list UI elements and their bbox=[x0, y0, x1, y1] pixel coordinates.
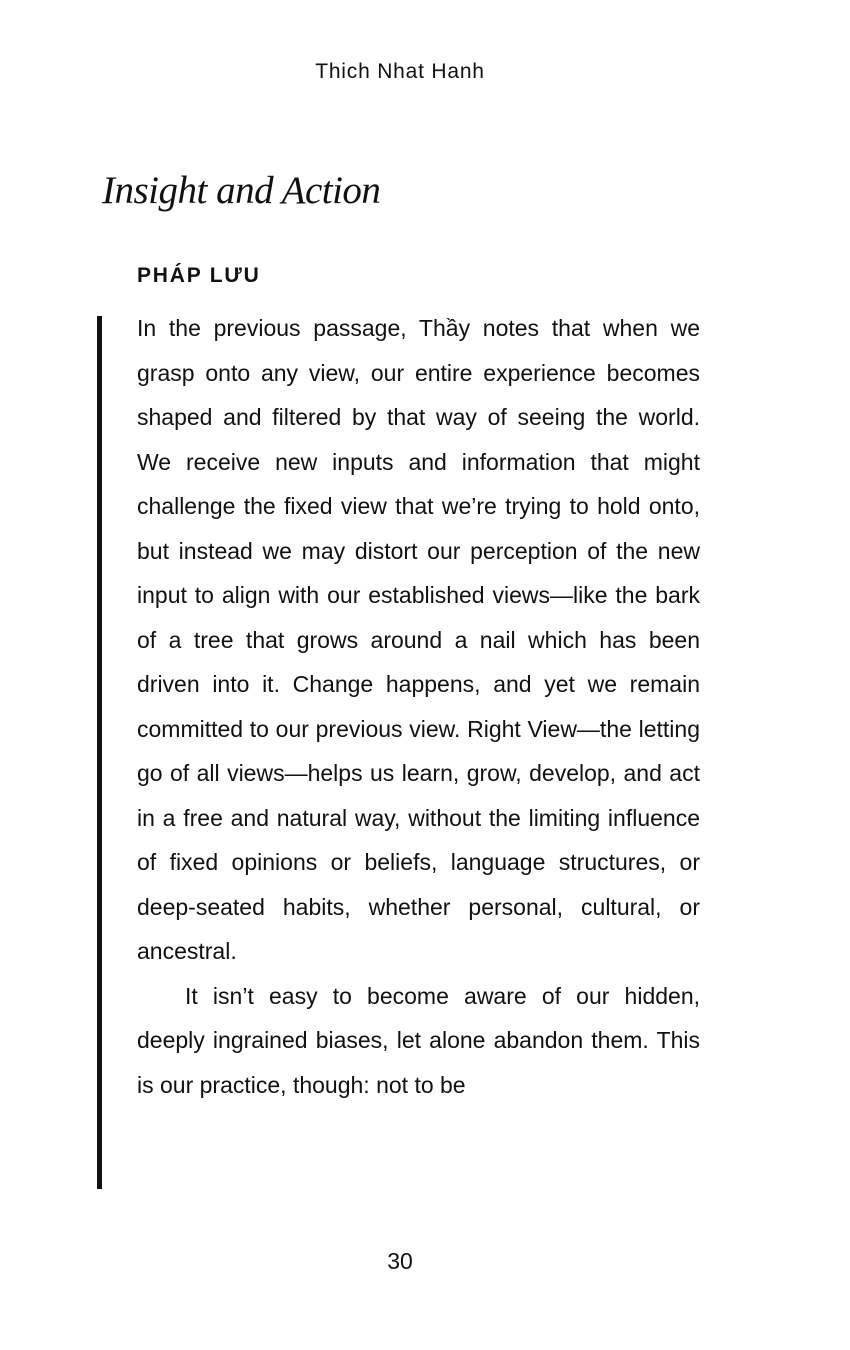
section-title: Insight and Action bbox=[102, 169, 381, 212]
body-text bbox=[137, 306, 700, 1107]
paragraph: In the previous passage, Thầy notes that when we grasp onto any view, our entire experience becomes shaped and filtered by that way of seeing the world. We receive new inputs and information that might challenge the fixed view that we’re trying to hold onto, but instead we may distort our perception of the new input to align with our established views—like the bark of a tree that grows around a nail which has been driven into it. Change happens, and yet we remain committed to our previous view. Right View—the letting go of all views—helps us learn, grow, develop, and act in a free and natural way, without the limiting influence of fixed opinions or beliefs, language structures, or deep-seated habits, whether personal, cultural, or ancestral. bbox=[137, 315, 700, 964]
author-name: PHÁP LƯU bbox=[137, 264, 261, 287]
page-number: 30 bbox=[387, 1248, 413, 1274]
paragraph: It isn’t easy to become aware of our hidden, deeply ingrained biases, let alone abandon them. This is our practice, though: not to be bbox=[137, 982, 700, 1098]
running-header: Thich Nhat Hanh bbox=[315, 60, 485, 83]
quote-bar bbox=[97, 316, 102, 1189]
